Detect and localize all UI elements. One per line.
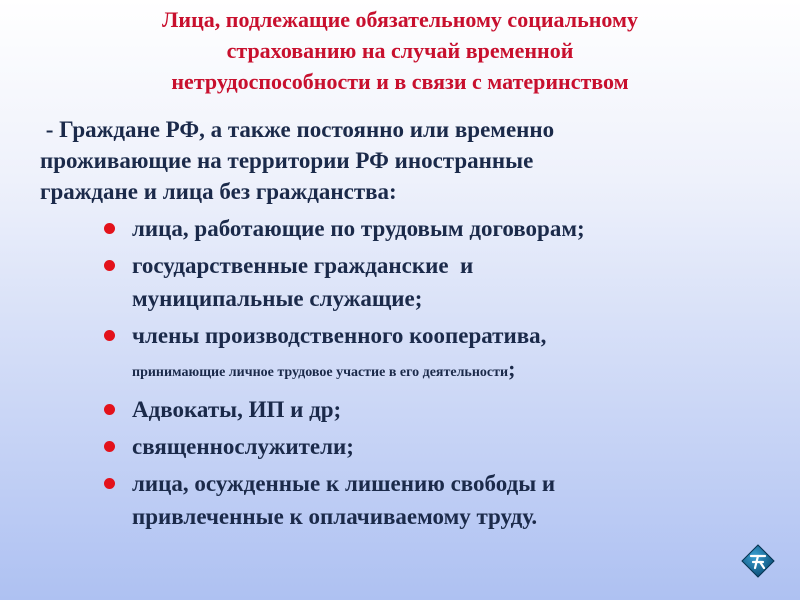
list-item bbox=[104, 430, 724, 463]
bullet-dot-icon bbox=[104, 223, 115, 234]
list-item bbox=[104, 319, 724, 389]
bullet-text-small: принимающие личное трудовое участие в его деятельности bbox=[132, 365, 509, 380]
intro-line: проживающие на территории РФ иностранные bbox=[40, 148, 534, 173]
bullet-text: Адвокаты, ИП и др; bbox=[132, 397, 342, 422]
bullet-text: члены производственного кооператива, bbox=[132, 323, 547, 348]
home-nav-button[interactable] bbox=[741, 544, 775, 578]
list-item bbox=[104, 249, 724, 315]
bullet-list bbox=[104, 212, 724, 537]
intro-text bbox=[40, 114, 680, 207]
bullet-text-line bbox=[132, 352, 724, 389]
bullet-text-end: ; bbox=[508, 356, 516, 381]
slide-title bbox=[60, 4, 740, 97]
bullet-text: муниципальные служащие; bbox=[132, 286, 423, 311]
bullet-text: священнослужители; bbox=[132, 434, 354, 459]
bullet-dot-icon bbox=[104, 404, 115, 415]
bullet-dot-icon bbox=[104, 441, 115, 452]
bullet-dot-icon bbox=[104, 478, 115, 489]
home-nav-icon bbox=[741, 544, 775, 578]
title-line: Лица, подлежащие обязательному социальному bbox=[162, 7, 638, 32]
list-item bbox=[104, 212, 724, 245]
bullet-text: лица, осужденные к лишению свободы и bbox=[132, 471, 556, 496]
bullet-text: государственные гражданские и bbox=[132, 253, 474, 278]
bullet-dot-icon bbox=[104, 260, 115, 271]
intro-line: - Граждане РФ, а также постоянно или временно bbox=[40, 117, 555, 142]
list-item bbox=[104, 467, 724, 533]
intro-line: граждане и лица без гражданства: bbox=[40, 179, 397, 204]
bullet-text: привлеченные к оплачиваемому труду. bbox=[132, 504, 538, 529]
bullet-dot-icon bbox=[104, 330, 115, 341]
title-line: страхованию на случай временной bbox=[226, 38, 574, 63]
bullet-text: лица, работающие по трудовым договорам; bbox=[132, 216, 585, 241]
title-line: нетрудоспособности и в связи с материнством bbox=[171, 69, 629, 94]
list-item bbox=[104, 393, 724, 426]
